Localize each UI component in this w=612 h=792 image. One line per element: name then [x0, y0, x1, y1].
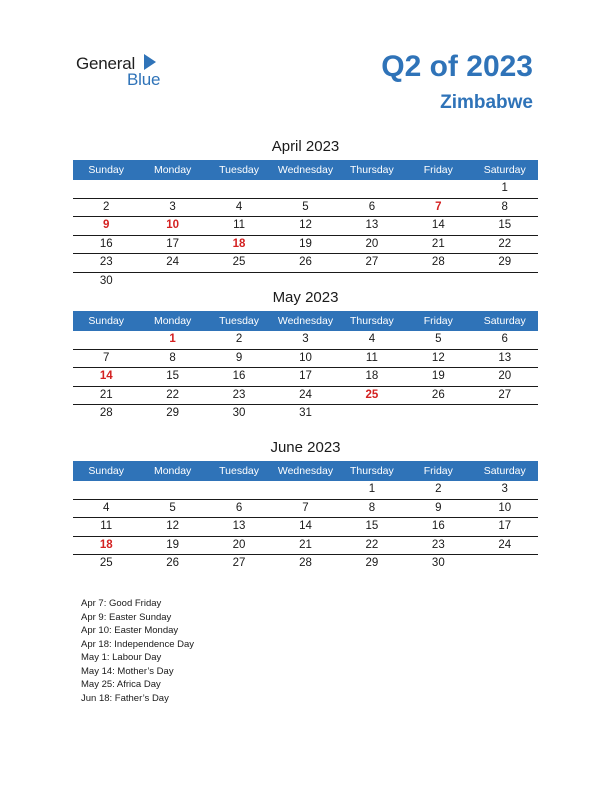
day-cell: 31 [299, 407, 312, 419]
day-cell: 29 [365, 557, 379, 569]
day-cell: 18 [365, 370, 379, 382]
day-cell: 2 [103, 200, 110, 213]
day-cell: 17 [498, 520, 512, 532]
week-row [73, 254, 538, 273]
month-title: April 2023 [271, 138, 340, 155]
week-row [73, 537, 538, 556]
holiday-note: Apr 9: Easter Sunday [81, 611, 172, 623]
day-cell [73, 331, 139, 349]
weekday-label: Saturday [483, 315, 526, 327]
day-cell: 14 [431, 219, 445, 231]
day-cell: 2 [435, 483, 442, 495]
day-cell [339, 273, 405, 291]
day-cell: 6 [235, 501, 243, 514]
day-cell: 3 [169, 200, 176, 213]
day-cell: 26 [299, 256, 312, 268]
day-cell: 22 [498, 237, 512, 250]
week-row [73, 350, 538, 369]
day-cell: 16 [431, 520, 445, 532]
day-cell [73, 180, 139, 198]
weekday-label: Saturday [483, 465, 526, 477]
day-cell [472, 273, 538, 291]
weekday-label: Friday [423, 164, 453, 176]
day-cell [73, 481, 139, 499]
day-cell [405, 180, 471, 198]
month-grid [73, 481, 538, 573]
day-cell: 25 [99, 557, 113, 569]
weekday-header [73, 160, 538, 180]
weekday-header [73, 461, 538, 481]
day-cell: 9 [435, 501, 442, 514]
day-cell [339, 405, 405, 423]
logo-text-blue: Blue [127, 70, 161, 89]
day-cell: 30 [431, 557, 445, 569]
day-cell: 8 [501, 200, 508, 213]
week-row [73, 405, 538, 423]
day-cell: 24 [299, 388, 312, 401]
week-row [73, 481, 538, 500]
day-cell: 12 [166, 520, 180, 532]
weekday-label: Sunday [88, 164, 125, 176]
month-may [73, 289, 538, 423]
day-cell [472, 555, 538, 573]
day-cell: 20 [365, 237, 379, 250]
day-cell: 14 [99, 370, 113, 382]
day-cell: 6 [501, 333, 508, 345]
day-cell: 19 [166, 538, 180, 551]
day-cell: 10 [498, 501, 512, 514]
day-cell: 9 [103, 219, 110, 231]
day-cell: 19 [431, 370, 445, 382]
weekday-label: Sunday [88, 465, 125, 477]
day-cell: 20 [498, 370, 512, 382]
day-cell: 22 [365, 538, 379, 551]
day-cell [139, 273, 205, 291]
week-row [73, 387, 538, 406]
day-cell: 26 [166, 557, 180, 569]
day-cell: 1 [501, 182, 508, 194]
month-title: June 2023 [270, 439, 341, 456]
day-cell: 18 [232, 237, 246, 250]
day-cell: 23 [431, 538, 445, 551]
day-cell [272, 481, 338, 499]
weekday-label: Friday [423, 315, 453, 327]
day-cell: 12 [299, 219, 312, 231]
day-cell: 21 [299, 538, 312, 551]
holiday-note: May 25: Africa Day [81, 679, 161, 690]
holiday-note: Apr 18: Independence Day [81, 638, 195, 650]
day-cell: 23 [99, 256, 113, 268]
country-name: Zimbabwe [440, 92, 533, 113]
day-cell: 8 [368, 501, 376, 514]
holiday-note: Apr 7: Good Friday [81, 598, 162, 609]
day-cell: 15 [166, 370, 180, 382]
day-cell: 27 [365, 256, 379, 268]
day-cell: 25 [365, 388, 379, 401]
day-cell: 13 [232, 520, 246, 532]
day-cell [472, 405, 538, 423]
week-row [73, 199, 538, 218]
week-row [73, 555, 538, 573]
weekday-label: Wednesday [277, 315, 334, 327]
weekday-label: Saturday [483, 164, 526, 176]
day-cell: 7 [103, 351, 110, 364]
month-june [73, 439, 538, 573]
day-cell: 13 [498, 351, 512, 364]
day-cell: 24 [166, 256, 180, 268]
weekday-label: Wednesday [277, 164, 334, 176]
day-cell: 29 [498, 256, 512, 268]
month-grid [73, 331, 538, 423]
weekday-label: Tuesday [219, 315, 259, 327]
holiday-note: May 1: Labour Day [81, 652, 162, 663]
day-cell: 7 [302, 501, 309, 514]
day-cell: 6 [368, 200, 376, 213]
day-cell: 17 [166, 237, 180, 250]
day-cell: 10 [299, 351, 312, 364]
day-cell: 1 [169, 333, 176, 345]
holiday-note: Jun 18: Father’s Day [81, 692, 169, 704]
day-cell: 30 [232, 407, 246, 419]
weekday-label: Monday [153, 315, 192, 327]
day-cell: 16 [99, 237, 113, 250]
weekday-header [73, 311, 538, 331]
day-cell: 14 [299, 520, 312, 532]
logo-text-general: General [76, 54, 136, 73]
week-row [73, 180, 538, 199]
day-cell: 5 [435, 333, 442, 345]
day-cell: 11 [365, 351, 378, 364]
holiday-note: May 14: Mother’s Day [81, 665, 174, 677]
day-cell [206, 180, 272, 198]
day-cell [139, 481, 205, 499]
month-title: May 2023 [272, 289, 339, 306]
day-cell: 8 [169, 351, 176, 364]
day-cell: 9 [235, 351, 243, 364]
weekday-label: Monday [153, 164, 192, 176]
weekday-label: Thursday [350, 465, 394, 477]
day-cell: 25 [232, 256, 246, 268]
day-cell: 15 [365, 520, 379, 532]
day-cell: 28 [431, 256, 445, 268]
day-cell: 12 [431, 351, 445, 364]
day-cell: 3 [302, 333, 309, 345]
week-row [73, 217, 538, 236]
page-title: Q2 of 2023 [381, 50, 533, 83]
day-cell [206, 481, 272, 499]
day-cell [206, 273, 272, 291]
day-cell: 24 [498, 538, 512, 551]
day-cell [405, 273, 471, 291]
day-cell: 27 [232, 557, 246, 569]
day-cell: 18 [99, 538, 113, 551]
day-cell: 21 [431, 237, 445, 250]
day-cell: 19 [299, 237, 312, 250]
day-cell [339, 180, 405, 198]
day-cell: 23 [232, 388, 246, 401]
day-cell: 2 [235, 333, 243, 345]
weekday-label: Wednesday [277, 465, 334, 477]
week-row [73, 236, 538, 255]
weekday-label: Tuesday [219, 164, 259, 176]
week-row [73, 331, 538, 350]
day-cell: 21 [99, 388, 113, 401]
weekday-label: Sunday [88, 315, 125, 327]
weekday-label: Thursday [350, 164, 394, 176]
day-cell: 10 [166, 219, 180, 231]
day-cell: 15 [498, 219, 512, 231]
day-cell: 4 [103, 501, 110, 514]
day-cell: 5 [302, 200, 309, 213]
month-grid [73, 180, 538, 290]
day-cell: 20 [232, 538, 246, 551]
week-row [73, 518, 538, 537]
day-cell: 3 [501, 483, 508, 495]
day-cell: 22 [166, 388, 180, 401]
day-cell: 17 [299, 370, 312, 382]
holiday-list [81, 597, 194, 705]
day-cell: 30 [99, 274, 113, 287]
logo-triangle-icon [144, 54, 156, 70]
day-cell: 1 [368, 483, 376, 495]
day-cell: 28 [99, 407, 113, 419]
day-cell [139, 180, 205, 198]
week-row [73, 368, 538, 387]
day-cell: 4 [235, 200, 243, 213]
day-cell: 29 [166, 407, 180, 419]
weekday-label: Friday [423, 465, 453, 477]
month-april [73, 138, 538, 290]
generalblue-logo [76, 52, 186, 88]
day-cell: 5 [169, 501, 176, 514]
day-cell: 26 [431, 388, 445, 401]
day-cell: 27 [498, 388, 512, 401]
day-cell: 4 [368, 333, 376, 345]
day-cell: 28 [299, 557, 312, 569]
day-cell: 11 [233, 219, 246, 231]
day-cell: 16 [232, 370, 246, 382]
day-cell: 7 [435, 200, 442, 213]
weekday-label: Monday [153, 465, 192, 477]
week-row [73, 500, 538, 519]
day-cell [272, 273, 338, 291]
weekday-label: Thursday [350, 315, 394, 327]
day-cell: 11 [100, 520, 113, 532]
week-row [73, 273, 538, 291]
weekday-label: Tuesday [219, 465, 259, 477]
day-cell [405, 405, 471, 423]
day-cell [272, 180, 338, 198]
day-cell: 13 [365, 219, 379, 231]
holiday-note: Apr 10: Easter Monday [81, 625, 179, 636]
